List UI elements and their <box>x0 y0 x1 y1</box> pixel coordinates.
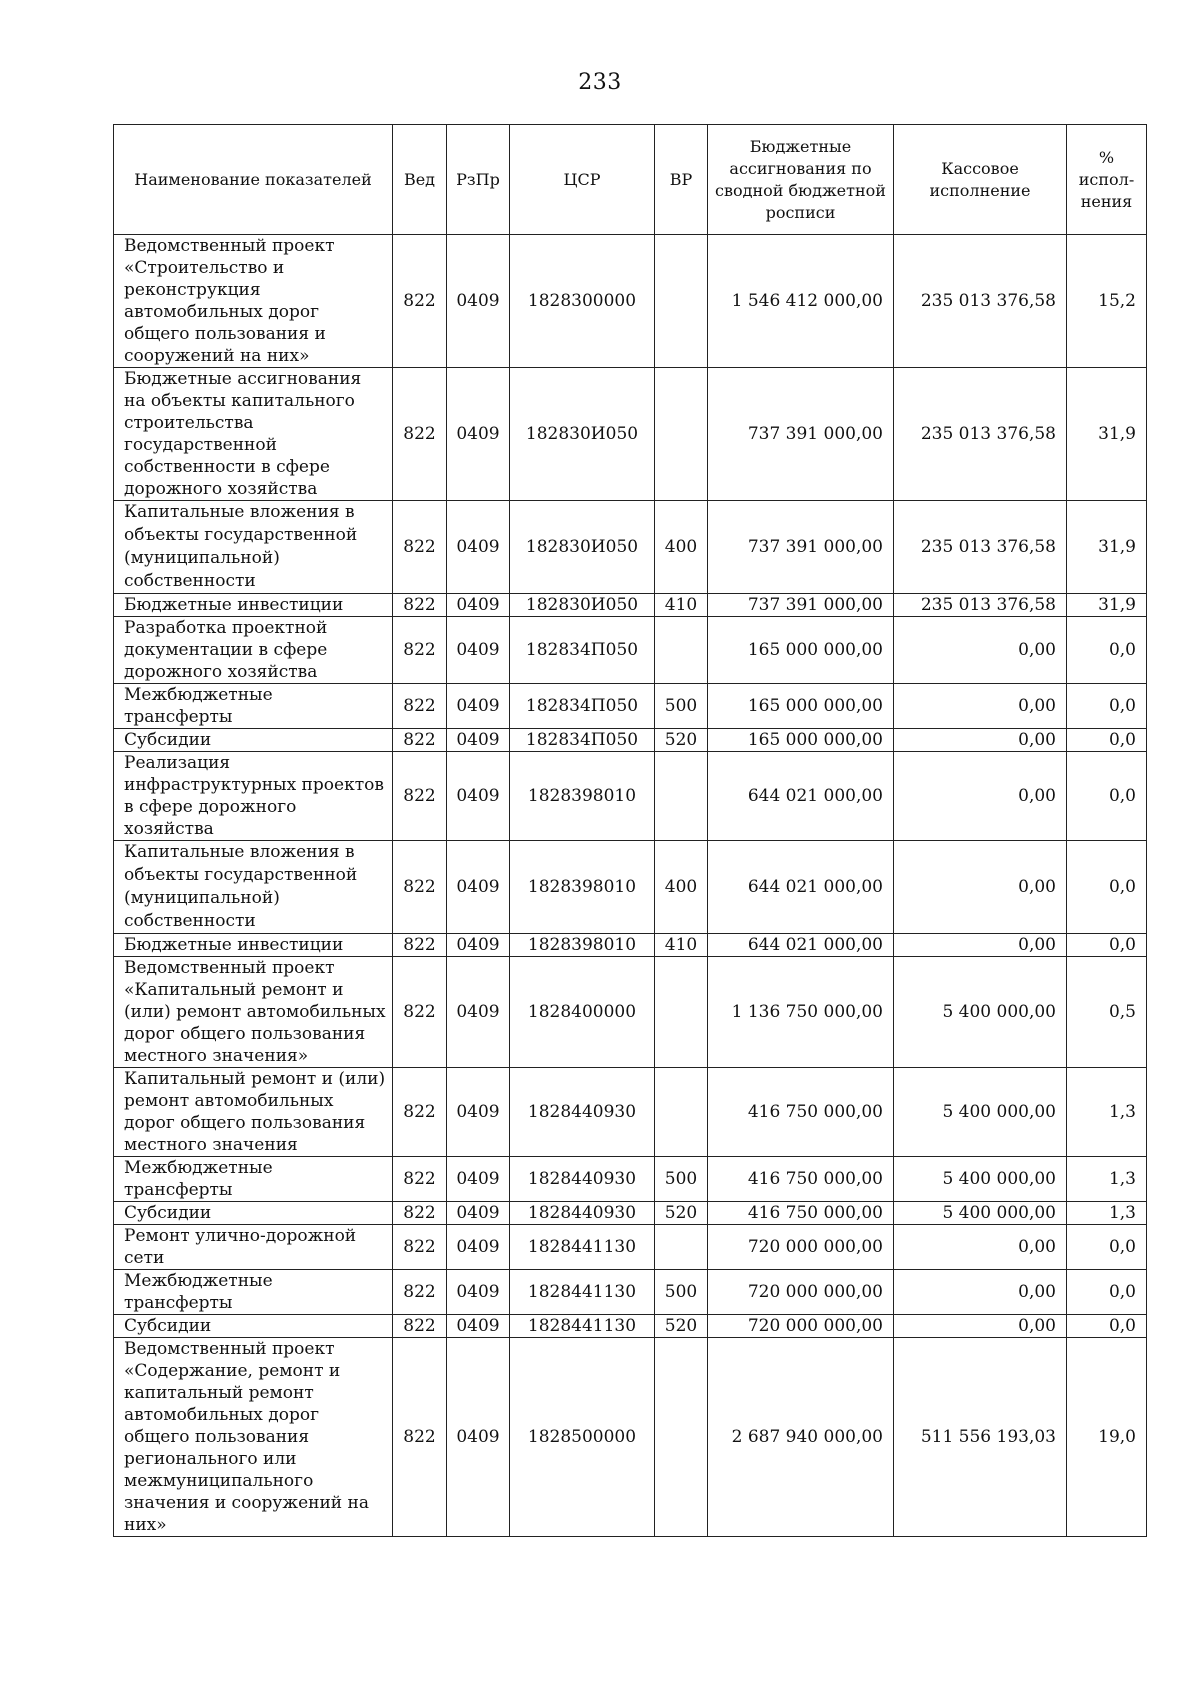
cell-vr: 500 <box>655 1157 708 1202</box>
cell-name: Субсидии <box>114 729 393 752</box>
cell-cash: 0,00 <box>894 1225 1067 1270</box>
cell-cash: 235 013 376,58 <box>894 235 1067 368</box>
cell-vr <box>655 752 708 841</box>
cell-budget: 1 546 412 000,00 <box>708 235 894 368</box>
cell-pct: 0,0 <box>1067 841 1147 934</box>
table-row <box>114 617 1147 684</box>
cell-pct: 1,3 <box>1067 1068 1147 1157</box>
cell-rzpr: 0409 <box>447 1270 510 1315</box>
cell-cash: 5 400 000,00 <box>894 957 1067 1068</box>
cell-vr <box>655 1338 708 1537</box>
cell-budget: 720 000 000,00 <box>708 1315 894 1338</box>
table-row <box>114 368 1147 501</box>
cell-vr: 410 <box>655 594 708 617</box>
cell-vr <box>655 957 708 1068</box>
cell-budget: 737 391 000,00 <box>708 594 894 617</box>
table-row <box>114 1225 1147 1270</box>
cell-rzpr: 0409 <box>447 594 510 617</box>
cell-ved: 822 <box>393 235 447 368</box>
cell-cash: 235 013 376,58 <box>894 368 1067 501</box>
cell-csr: 1828500000 <box>510 1338 655 1537</box>
cell-pct: 0,0 <box>1067 1225 1147 1270</box>
cell-vr: 500 <box>655 1270 708 1315</box>
cell-budget: 720 000 000,00 <box>708 1270 894 1315</box>
table-row <box>114 501 1147 594</box>
cell-rzpr: 0409 <box>447 1338 510 1537</box>
cell-budget: 644 021 000,00 <box>708 752 894 841</box>
cell-csr: 182834П050 <box>510 684 655 729</box>
cell-vr: 520 <box>655 1315 708 1338</box>
table-row <box>114 1270 1147 1315</box>
cell-name: Бюджетные инвестиции <box>114 594 393 617</box>
cell-cash: 235 013 376,58 <box>894 501 1067 594</box>
cell-csr: 182830И050 <box>510 368 655 501</box>
table-row <box>114 594 1147 617</box>
cell-rzpr: 0409 <box>447 1315 510 1338</box>
cell-vr: 400 <box>655 841 708 934</box>
cell-budget: 644 021 000,00 <box>708 934 894 957</box>
cell-name: Бюджетные инвестиции <box>114 934 393 957</box>
cell-ved: 822 <box>393 841 447 934</box>
table-body <box>114 235 1147 1537</box>
cell-ved: 822 <box>393 368 447 501</box>
cell-rzpr: 0409 <box>447 841 510 934</box>
cell-name: Бюджетные ассигнования на объекты капитального строительства государственной собственности в сфере дорожного хозяйства <box>114 368 393 501</box>
cell-pct: 15,2 <box>1067 235 1147 368</box>
cell-ved: 822 <box>393 1270 447 1315</box>
cell-name: Капитальные вложения в объекты государственной (муниципальной) собственности <box>114 501 393 594</box>
cell-budget: 1 136 750 000,00 <box>708 957 894 1068</box>
cell-budget: 416 750 000,00 <box>708 1202 894 1225</box>
cell-cash: 0,00 <box>894 617 1067 684</box>
header-csr: ЦСР <box>510 125 655 235</box>
header-vr: ВР <box>655 125 708 235</box>
cell-ved: 822 <box>393 752 447 841</box>
cell-rzpr: 0409 <box>447 1157 510 1202</box>
cell-pct: 31,9 <box>1067 501 1147 594</box>
cell-name: Ремонт улично-дорожной сети <box>114 1225 393 1270</box>
table-row <box>114 684 1147 729</box>
cell-pct: 0,0 <box>1067 684 1147 729</box>
cell-csr: 182830И050 <box>510 501 655 594</box>
cell-vr <box>655 617 708 684</box>
cell-budget: 165 000 000,00 <box>708 617 894 684</box>
cell-name: Разработка проектной документации в сфере дорожного хозяйства <box>114 617 393 684</box>
header-budget: Бюджетные ассигнования по сводной бюджетной росписи <box>708 125 894 235</box>
cell-csr: 1828441130 <box>510 1315 655 1338</box>
cell-pct: 0,0 <box>1067 1270 1147 1315</box>
cell-name: Капитальный ремонт и (или) ремонт автомобильных дорог общего пользования местного значения <box>114 1068 393 1157</box>
cell-pct: 1,3 <box>1067 1157 1147 1202</box>
cell-vr: 520 <box>655 729 708 752</box>
table-row <box>114 235 1147 368</box>
table-row <box>114 1157 1147 1202</box>
cell-pct: 0,0 <box>1067 617 1147 684</box>
cell-ved: 822 <box>393 1202 447 1225</box>
cell-vr <box>655 368 708 501</box>
cell-cash: 0,00 <box>894 752 1067 841</box>
cell-vr <box>655 235 708 368</box>
table-row <box>114 934 1147 957</box>
table-row <box>114 957 1147 1068</box>
cell-pct: 0,0 <box>1067 729 1147 752</box>
cell-budget: 737 391 000,00 <box>708 368 894 501</box>
cell-budget: 737 391 000,00 <box>708 501 894 594</box>
cell-vr <box>655 1225 708 1270</box>
cell-ved: 822 <box>393 934 447 957</box>
cell-pct: 0,0 <box>1067 934 1147 957</box>
cell-ved: 822 <box>393 729 447 752</box>
table-header-row <box>114 125 1147 235</box>
cell-ved: 822 <box>393 1225 447 1270</box>
cell-pct: 0,5 <box>1067 957 1147 1068</box>
cell-rzpr: 0409 <box>447 501 510 594</box>
table-row <box>114 841 1147 934</box>
cell-rzpr: 0409 <box>447 235 510 368</box>
cell-csr: 1828400000 <box>510 957 655 1068</box>
cell-name: Межбюджетные трансферты <box>114 1157 393 1202</box>
cell-vr: 400 <box>655 501 708 594</box>
cell-ved: 822 <box>393 1068 447 1157</box>
cell-cash: 0,00 <box>894 934 1067 957</box>
cell-rzpr: 0409 <box>447 368 510 501</box>
table-row <box>114 1315 1147 1338</box>
cell-name: Капитальные вложения в объекты государственной (муниципальной) собственности <box>114 841 393 934</box>
cell-csr: 1828398010 <box>510 934 655 957</box>
cell-rzpr: 0409 <box>447 752 510 841</box>
cell-name: Межбюджетные трансферты <box>114 684 393 729</box>
table-row <box>114 1338 1147 1537</box>
cell-cash: 0,00 <box>894 841 1067 934</box>
cell-name: Ведомственный проект «Строительство и реконструкция автомобильных дорог общего пользования и сооружений на них» <box>114 235 393 368</box>
cell-pct: 1,3 <box>1067 1202 1147 1225</box>
cell-cash: 0,00 <box>894 729 1067 752</box>
cell-csr: 182834П050 <box>510 729 655 752</box>
cell-budget: 720 000 000,00 <box>708 1225 894 1270</box>
cell-budget: 165 000 000,00 <box>708 729 894 752</box>
header-name: Наименование показателей <box>114 125 393 235</box>
cell-ved: 822 <box>393 594 447 617</box>
cell-cash: 0,00 <box>894 1270 1067 1315</box>
cell-cash: 5 400 000,00 <box>894 1202 1067 1225</box>
cell-ved: 822 <box>393 1157 447 1202</box>
cell-rzpr: 0409 <box>447 957 510 1068</box>
cell-rzpr: 0409 <box>447 617 510 684</box>
page-number: 233 <box>578 70 622 95</box>
cell-pct: 31,9 <box>1067 594 1147 617</box>
cell-csr: 1828440930 <box>510 1068 655 1157</box>
cell-budget: 165 000 000,00 <box>708 684 894 729</box>
table-row <box>114 1068 1147 1157</box>
cell-rzpr: 0409 <box>447 1225 510 1270</box>
cell-rzpr: 0409 <box>447 1202 510 1225</box>
cell-vr: 520 <box>655 1202 708 1225</box>
cell-csr: 1828300000 <box>510 235 655 368</box>
table-row <box>114 729 1147 752</box>
cell-rzpr: 0409 <box>447 1068 510 1157</box>
cell-csr: 182834П050 <box>510 617 655 684</box>
cell-pct: 0,0 <box>1067 752 1147 841</box>
cell-budget: 644 021 000,00 <box>708 841 894 934</box>
budget-execution-table <box>113 124 1147 1537</box>
cell-csr: 1828441130 <box>510 1225 655 1270</box>
cell-vr: 500 <box>655 684 708 729</box>
cell-budget: 2 687 940 000,00 <box>708 1338 894 1537</box>
header-rzpr: РзПр <box>447 125 510 235</box>
cell-vr <box>655 1068 708 1157</box>
cell-ved: 822 <box>393 684 447 729</box>
cell-pct: 0,0 <box>1067 1315 1147 1338</box>
cell-ved: 822 <box>393 1338 447 1537</box>
cell-csr: 1828441130 <box>510 1270 655 1315</box>
cell-vr: 410 <box>655 934 708 957</box>
cell-rzpr: 0409 <box>447 934 510 957</box>
cell-csr: 1828440930 <box>510 1157 655 1202</box>
cell-ved: 822 <box>393 501 447 594</box>
cell-pct: 31,9 <box>1067 368 1147 501</box>
cell-budget: 416 750 000,00 <box>708 1068 894 1157</box>
cell-name: Субсидии <box>114 1315 393 1338</box>
cell-cash: 511 556 193,03 <box>894 1338 1067 1537</box>
header-cash: Кассовое исполнение <box>894 125 1067 235</box>
cell-name: Субсидии <box>114 1202 393 1225</box>
cell-name: Межбюджетные трансферты <box>114 1270 393 1315</box>
cell-csr: 1828440930 <box>510 1202 655 1225</box>
cell-csr: 1828398010 <box>510 841 655 934</box>
cell-name: Ведомственный проект «Содержание, ремонт и капитальный ремонт автомобильных дорог общего пользования регионального или межмуниципального значения и сооружений на них» <box>114 1338 393 1537</box>
header-pct: % испол-нения <box>1067 125 1147 235</box>
cell-ved: 822 <box>393 1315 447 1338</box>
cell-csr: 182830И050 <box>510 594 655 617</box>
cell-rzpr: 0409 <box>447 729 510 752</box>
cell-budget: 416 750 000,00 <box>708 1157 894 1202</box>
cell-pct: 19,0 <box>1067 1338 1147 1537</box>
cell-name: Реализация инфраструктурных проектов в сфере дорожного хозяйства <box>114 752 393 841</box>
cell-rzpr: 0409 <box>447 684 510 729</box>
cell-name: Ведомственный проект «Капитальный ремонт и (или) ремонт автомобильных дорог общего пользования местного значения» <box>114 957 393 1068</box>
header-ved: Вед <box>393 125 447 235</box>
table-row <box>114 752 1147 841</box>
table-row <box>114 1202 1147 1225</box>
cell-ved: 822 <box>393 957 447 1068</box>
cell-ved: 822 <box>393 617 447 684</box>
cell-cash: 0,00 <box>894 684 1067 729</box>
cell-cash: 5 400 000,00 <box>894 1068 1067 1157</box>
cell-cash: 0,00 <box>894 1315 1067 1338</box>
cell-cash: 5 400 000,00 <box>894 1157 1067 1202</box>
cell-cash: 235 013 376,58 <box>894 594 1067 617</box>
cell-csr: 1828398010 <box>510 752 655 841</box>
